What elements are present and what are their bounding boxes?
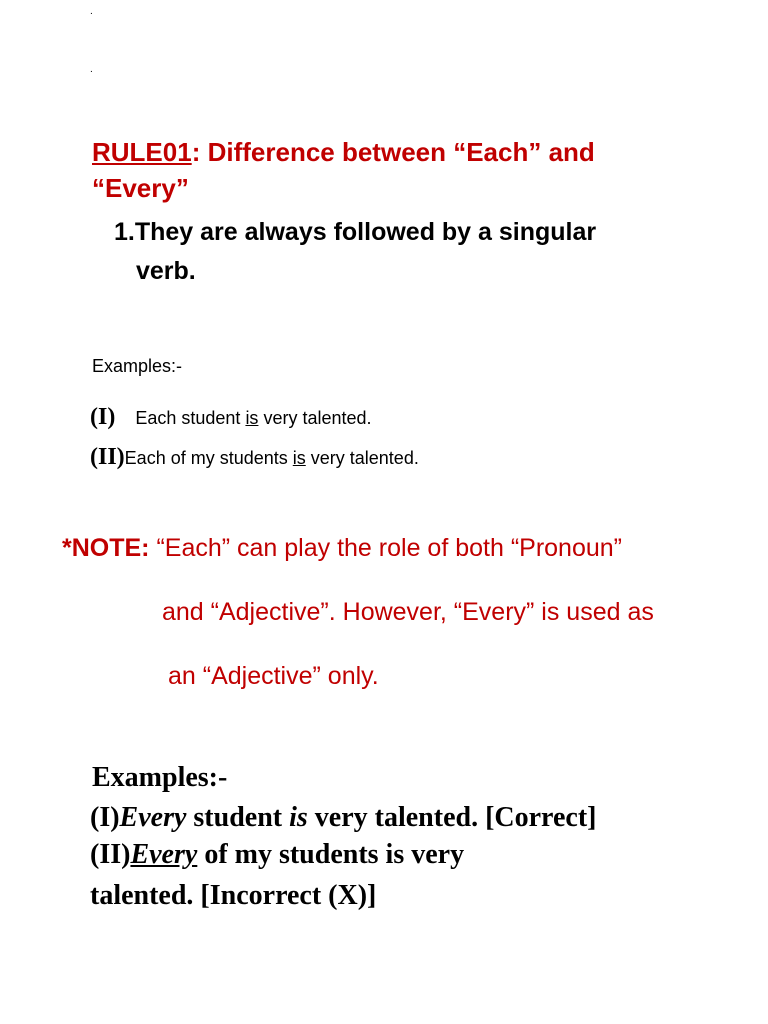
- example-1-2: [90, 446, 419, 469]
- example-2-2-line2: talented. [Incorrect (X)]: [90, 880, 377, 911]
- example-text-post: very talented.: [258, 408, 372, 428]
- example-verb: is: [245, 408, 259, 428]
- stray-dot-1: .: [90, 6, 93, 17]
- note-line3: an “Adjective” only.: [168, 662, 379, 690]
- example-2-1: [90, 801, 596, 835]
- rule-code: RULE01: [92, 137, 192, 167]
- stray-dot-2: .: [90, 64, 93, 75]
- rule-title-line2: “Every”: [92, 173, 189, 203]
- example-text-pre: Each of my students: [124, 448, 293, 468]
- example-every: Every: [130, 839, 198, 870]
- example-verb: is: [289, 802, 308, 833]
- note-label: *NOTE:: [62, 534, 150, 562]
- example-text-post: very talented. [Correct]: [307, 802, 597, 833]
- example-text-mid: student: [186, 802, 290, 833]
- rule-title: : Difference between “Each” and: [191, 137, 595, 167]
- example-marker: (II): [90, 444, 125, 470]
- examples-label-1: Examples:-: [92, 356, 183, 376]
- example-verb: is: [292, 448, 306, 468]
- example-every: Every: [119, 802, 187, 833]
- example-marker: (II): [90, 839, 131, 870]
- note-text-1: “Each” can play the role of both “Pronoun”: [149, 534, 622, 562]
- example-text-post: very talented.: [305, 448, 419, 468]
- example-text-pre: Each student: [135, 408, 246, 428]
- rule-heading: [92, 134, 652, 206]
- example-marker: (I): [90, 802, 120, 833]
- example-2-2: [90, 838, 464, 872]
- example-1-1: [90, 406, 372, 429]
- point-1-line1: 1.They are always followed by a singular: [114, 218, 597, 246]
- example-marker: (I): [90, 404, 116, 430]
- point-1-line2: verb.: [136, 257, 196, 285]
- example-text-post: of my students is very: [197, 839, 465, 870]
- note-line2: and “Adjective”. However, “Every” is used as: [162, 598, 654, 626]
- examples-label-2: Examples:-: [92, 762, 228, 793]
- note-line1: [62, 532, 622, 564]
